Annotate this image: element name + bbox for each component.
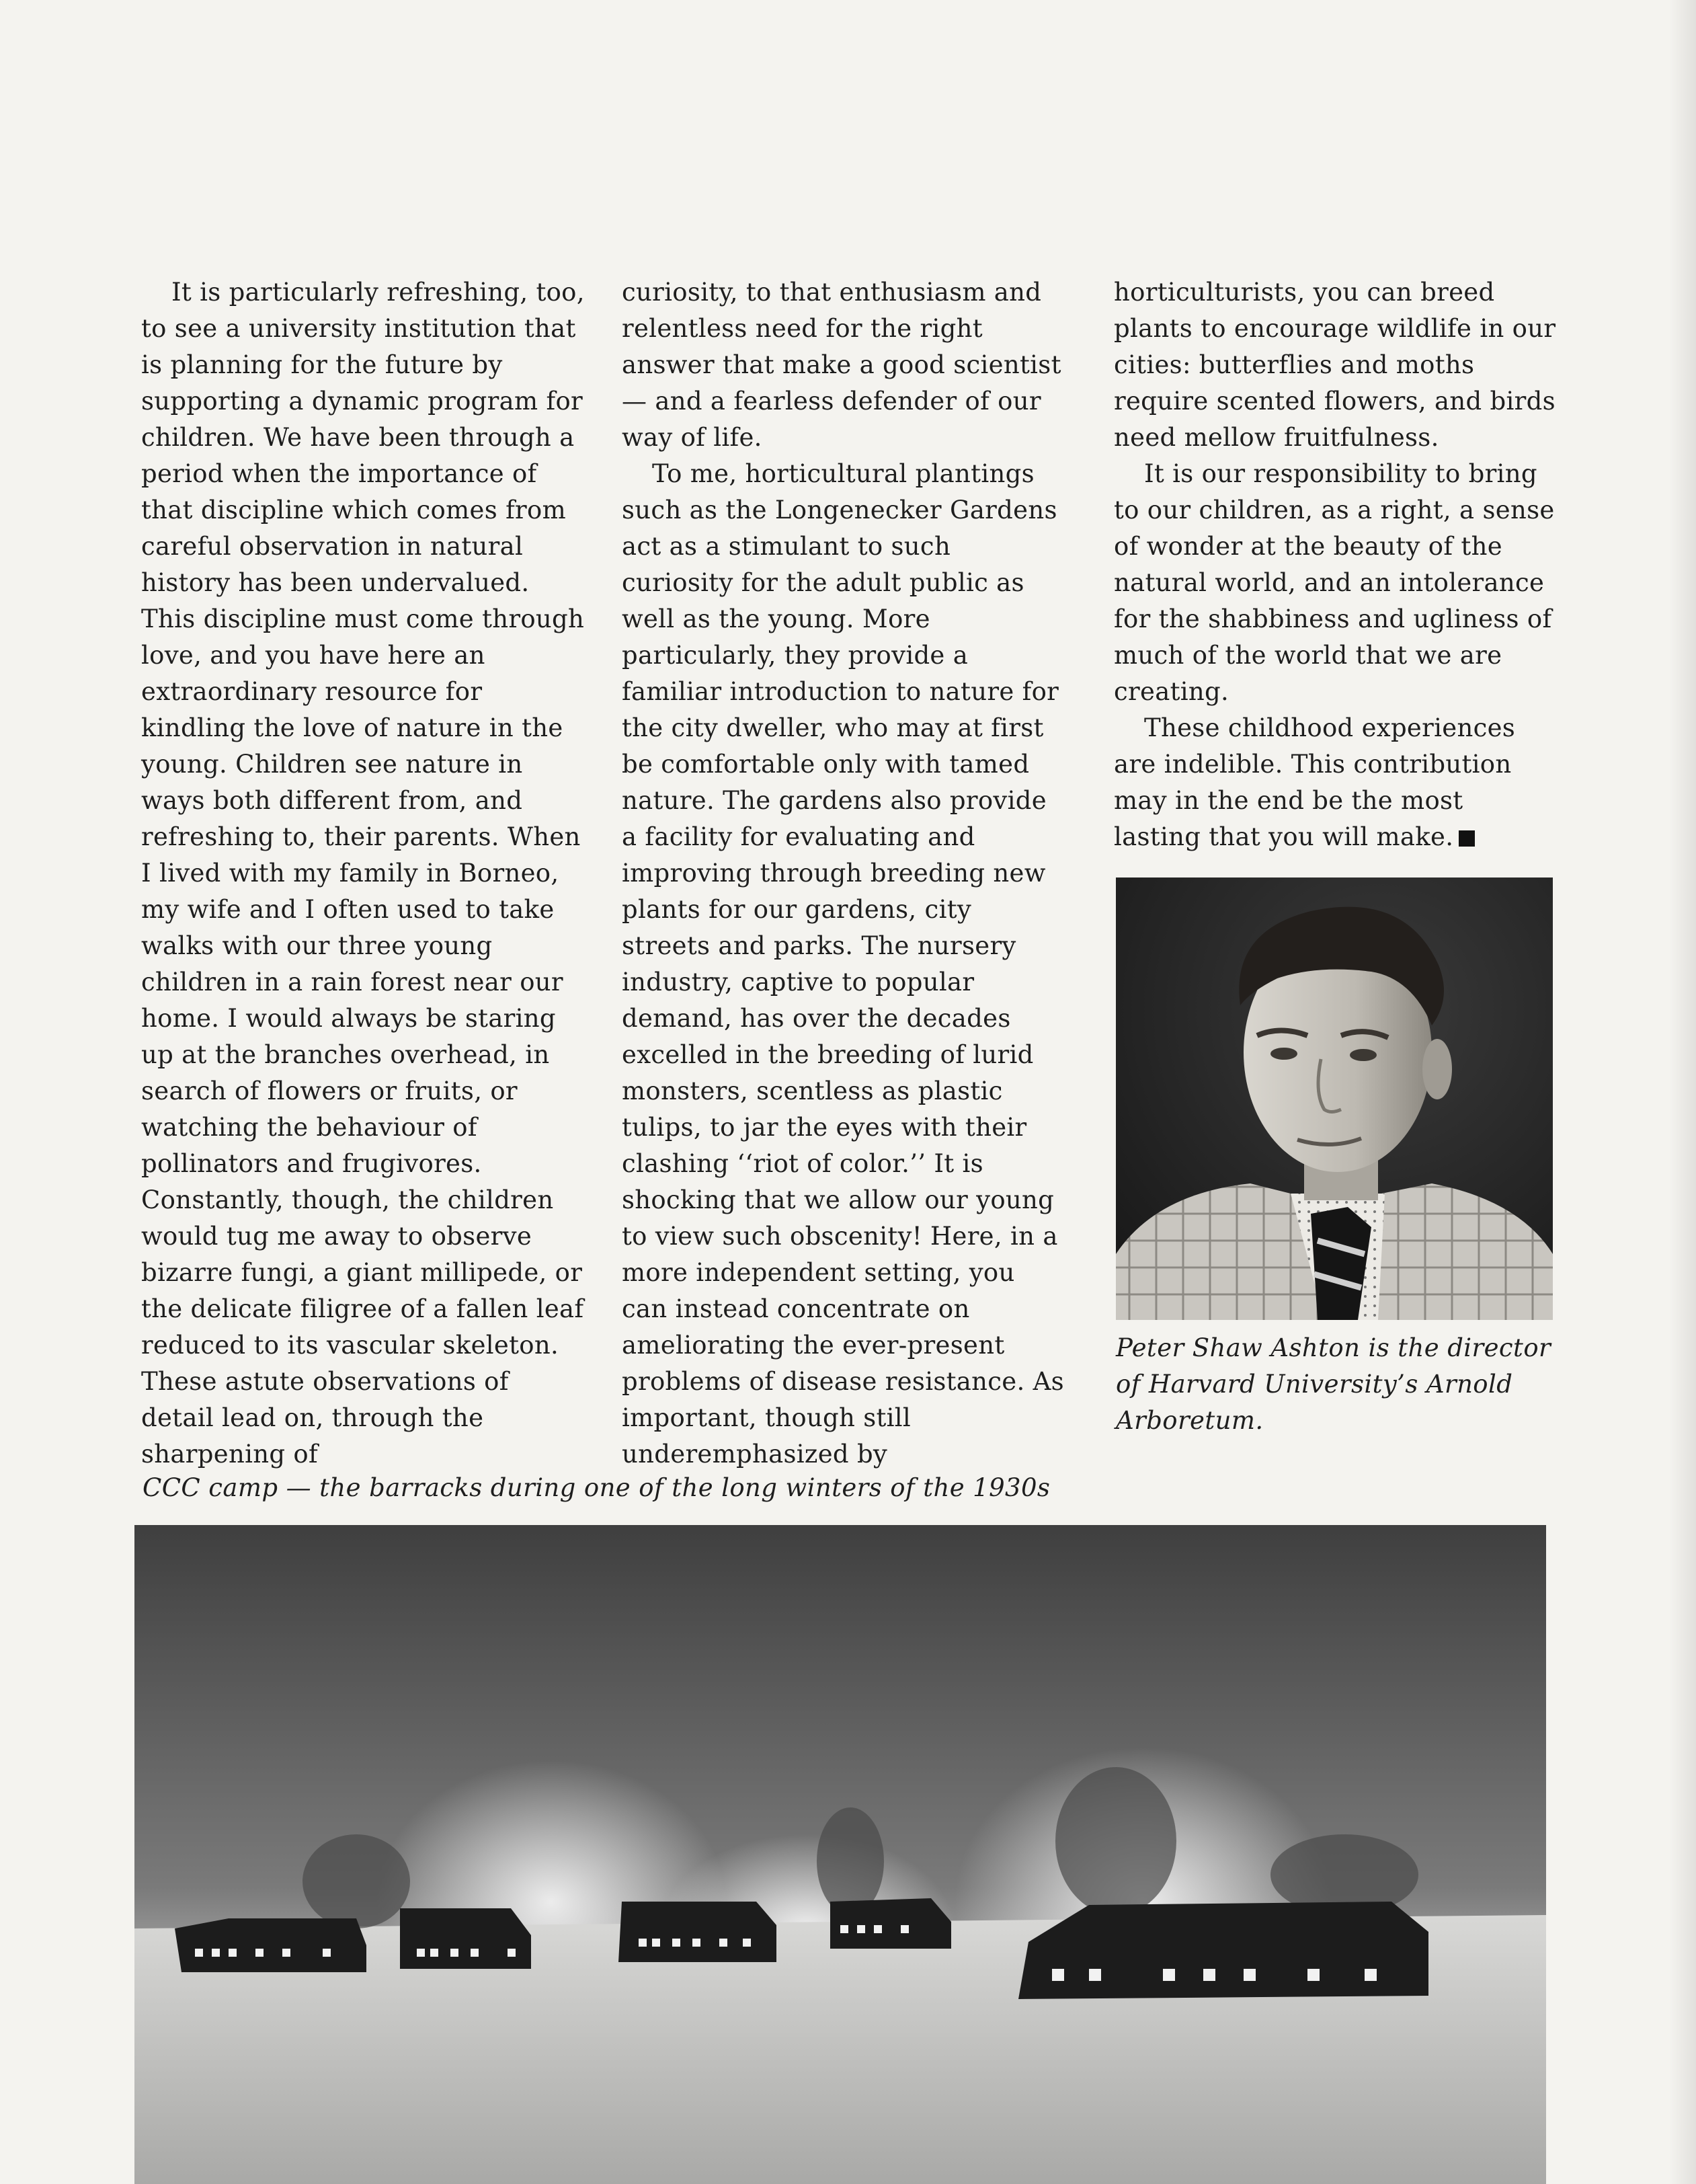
paragraph: curiosity, to that enthusiasm and relentless need for the right answer that make a good scientist — and a fearless defender of our way of life.: [622, 278, 1061, 452]
paragraph-text: These childhood experiences are indelible. This contribution may in the end be the most lasting that you will make.: [1114, 713, 1516, 851]
paragraph: It is our responsibility to bring to our children, as a right, a sense of wonder at the beauty of the natural world, and an intolerance for the shabbiness and ugliness of much of the world that we are creating.: [1114, 459, 1555, 706]
end-mark-icon: [1459, 830, 1475, 847]
portrait-photo: [1116, 878, 1553, 1320]
page-edge-shadow: [1669, 0, 1696, 2184]
article-column-3: [1114, 274, 1558, 855]
closing-paragraph: [1114, 710, 1558, 855]
paragraph: horticulturists, you can breed plants to encourage wildlife in our cities: butterflies and moths require scented flowers, and birds need mellow fruitfulness.: [1114, 278, 1556, 452]
portrait-illustration: [1116, 878, 1553, 1320]
barracks-photo: [134, 1525, 1546, 2184]
paragraph: To me, horticultural plantings such as the Longenecker Gardens act as a stimulant to such curiosity for the adult public as well as the young. More particularly, they provide a familiar introduction to nature for the city dweller, who may at first be comfortable only with tamed nature. The gardens also provide a facility for evaluating and improving through breeding new plants for our gardens, city streets and parks. The nursery industry, captive to popular demand, has over the decades excelled in the breeding of lurid monsters, scentless as plastic tulips, to jar the eyes with their clashing ‘‘riot of color.’’ It is shocking that we allow our young to view such obscenity! Here, in a more independent setting, you can instead concentrate on ameliorating the ever-present problems of disease resistance. As important, though still underemphasized by: [622, 459, 1064, 1469]
article-column-1: [141, 274, 585, 1473]
barracks-illustration: [134, 1525, 1546, 2184]
paragraph: It is particularly refreshing, too, to see a university institution that is planning for the future by supporting a dynamic program for children. We have been through a period when the importance of that discipline which comes from careful observation in natural history has been undervalued. This discipline must come through love, and you have here an extraordinary resource for kindling the love of nature in the young. Children see nature in ways both different from, and refreshing to, their parents. When I lived with my family in Borneo, my wife and I often used to take walks with our three young children in a rain forest near our home. I would always be staring up at the branches overhead, in search of flowers or fruits, or watching the behaviour of pollinators and frugivores. Constantly, though, the children would tug me away to observe bizarre fungi, a giant millipede, or the delicate filigree of a fallen leaf reduced to its vascular skeleton. These astute observations of detail lead on, through the sharpening of: [141, 278, 585, 1469]
barracks-photo-caption: CCC camp — the barracks during one of the long winters of the 1930s: [143, 1473, 1051, 1502]
article-column-2: [622, 274, 1065, 1473]
portrait-caption: Peter Shaw Ashton is the director of Harvard University’s Arnold Arboretum.: [1116, 1333, 1551, 1435]
